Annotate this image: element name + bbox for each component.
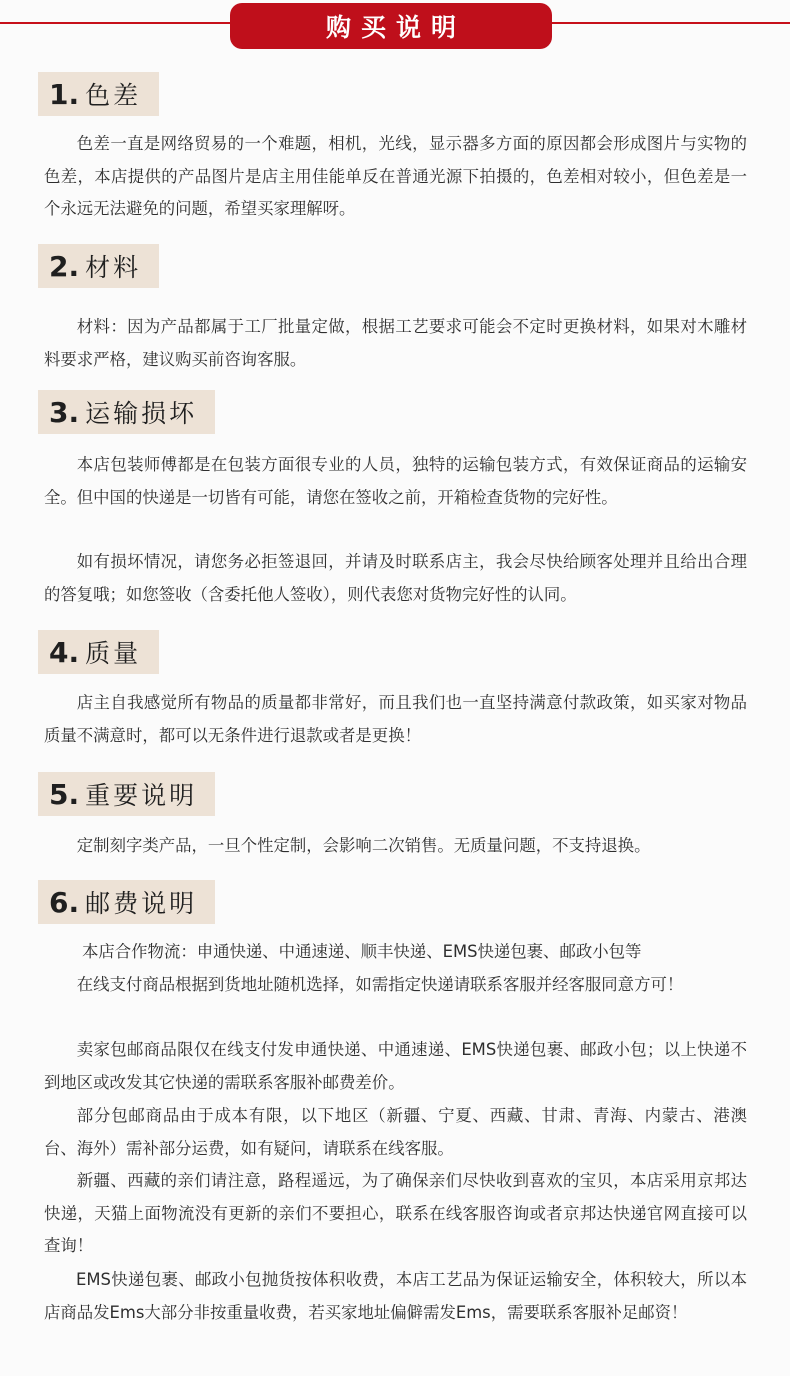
section-title: 重要说明 xyxy=(85,781,198,810)
paragraph-materials: 材料：因为产品都属于工厂批量定做，根据工艺要求可能会不定时更换材料，如果对木雕材料要求严格，建议购买前咨询客服。 xyxy=(44,317,747,369)
paragraph-postage-3: 卖家包邮商品限仅在线支付发申通快递、中通速递、EMS快递包裹、邮政小包；以上快递不到地区或改发其它快递的需联系客服补邮费差价。 xyxy=(44,1040,747,1092)
section-heading-quality xyxy=(38,630,159,674)
section-number: 5. xyxy=(49,777,80,811)
section-number: 6. xyxy=(49,885,80,919)
paragraph-shipping-damage-2: 如有损坏情况，请您务必拒签退回，并请及时联系店主，我会尽快给顾客处理并且给出合理的答复哦；如您签收（含委托他人签收），则代表您对货物完好性的认同。 xyxy=(44,552,747,604)
paragraph-shipping-damage-1: 本店包装师傅都是在包装方面很专业的人员，独特的运输包装方式，有效保证商品的运输安全。但中国的快递是一切皆有可能，请您在签收之前，开箱检查货物的完好性。 xyxy=(44,455,747,507)
section-title: 色差 xyxy=(85,81,142,110)
section-number: 4. xyxy=(49,635,80,669)
section-title: 材料 xyxy=(85,253,142,282)
section-title: 质量 xyxy=(85,639,142,668)
section-title: 邮费说明 xyxy=(85,889,198,918)
section-heading-shipping-damage xyxy=(38,390,215,434)
section-number: 2. xyxy=(49,249,80,283)
paragraph-postage-5: 新疆、西藏的亲们请注意，路程遥远，为了确保亲们尽快收到喜欢的宝贝，本店采用京邦达快递，天猫上面物流没有更新的亲们不要担心，联系在线客服咨询或者京邦达快递官网直接可以查询！ xyxy=(44,1171,747,1256)
section-number: 3. xyxy=(49,395,80,429)
paragraph-important-notes: 定制刻字类产品，一旦个性定制，会影响二次销售。无质量问题，不支持退换。 xyxy=(76,836,651,855)
section-heading-important-notes xyxy=(38,772,215,816)
paragraph-color-difference: 色差一直是网络贸易的一个难题，相机，光线，显示器多方面的原因都会形成图片与实物的色差，本店提供的产品图片是店主用佳能单反在普通光源下拍摄的，色差相对较小，但色差是一个永远无法避免的问题，希望买家理解呀。 xyxy=(44,134,747,219)
paragraph-postage-1: 本店合作物流：申通快递、中通速递、顺丰快递、EMS快递包裹、邮政小包等 xyxy=(82,942,642,961)
paragraph-quality: 店主自我感觉所有物品的质量都非常好，而且我们也一直坚持满意付款政策，如买家对物品质量不满意时，都可以无条件进行退款或者是更换！ xyxy=(44,693,747,745)
section-heading-postage xyxy=(38,880,215,924)
section-heading-color-difference xyxy=(38,72,159,116)
paragraph-postage-4: 部分包邮商品由于成本有限，以下地区（新疆、宁夏、西藏、甘肃、青海、内蒙古、港澳台、海外）需补部分运费，如有疑问，请联系在线客服。 xyxy=(44,1106,747,1158)
paragraph-postage-2: 在线支付商品根据到货地址随机选择，如需指定快递请联系客服并经客服同意方可！ xyxy=(76,975,684,994)
paragraph-postage-6: EMS快递包裹、邮政小包抛货按体积收费，本店工艺品为保证运输安全，体积较大，所以本店商品发Ems大部分非按重量收费，若买家地址偏僻需发Ems，需要联系客服补足邮资！ xyxy=(44,1270,747,1322)
page-title: 购买说明 xyxy=(230,3,552,49)
section-title: 运输损坏 xyxy=(85,399,198,428)
section-number: 1. xyxy=(49,77,80,111)
section-heading-materials xyxy=(38,244,159,288)
